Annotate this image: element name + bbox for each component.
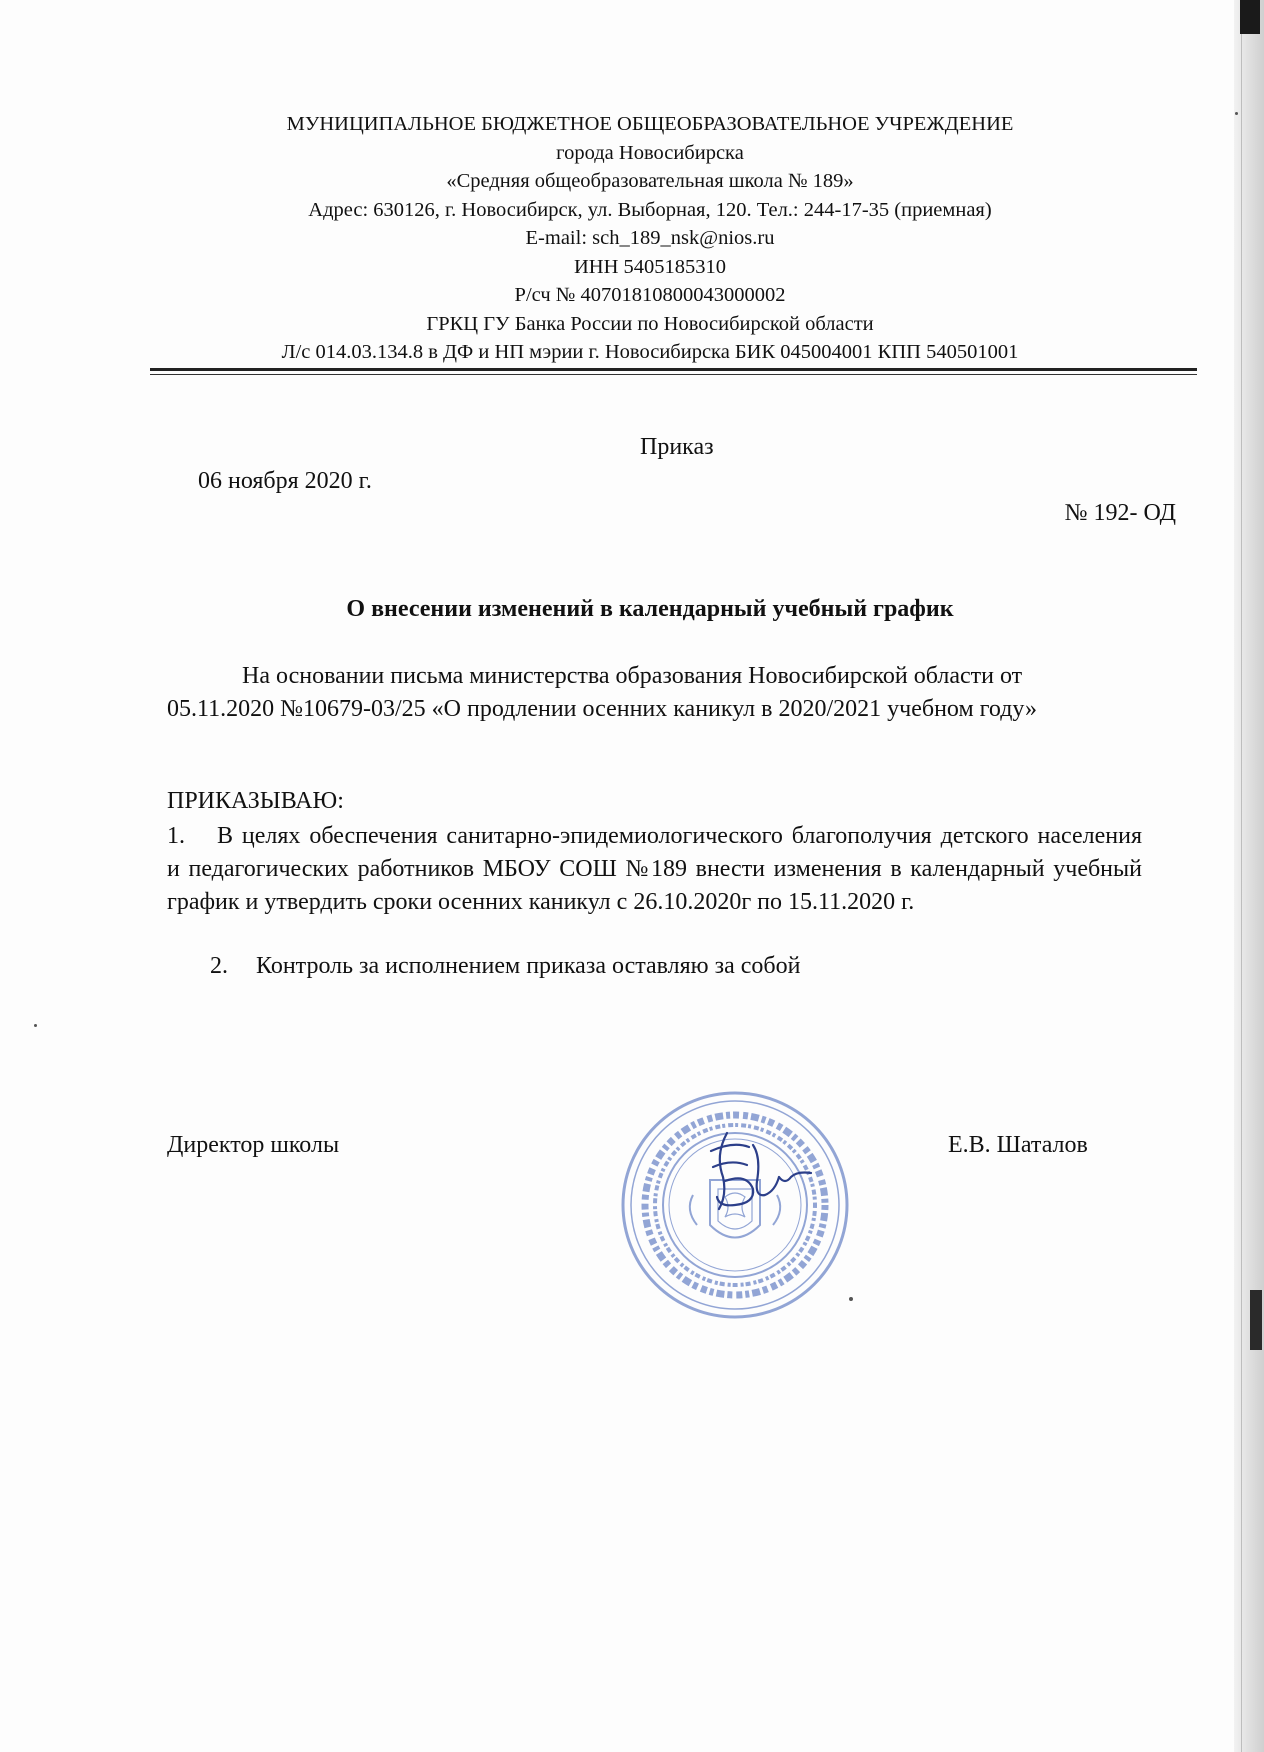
- scan-mark-bottom: [1250, 1290, 1262, 1350]
- scan-edge-line: [1241, 0, 1242, 1752]
- order-title: Приказ: [640, 434, 714, 460]
- order-item-1: [167, 820, 1142, 919]
- order-item-2-text: Контроль за исполнением приказа оставляю за собой: [256, 953, 801, 979]
- official-stamp-image: [615, 1085, 855, 1325]
- header-divider-thick: [150, 368, 1197, 371]
- scan-speck: [34, 1024, 37, 1027]
- scan-speck: [849, 1297, 853, 1301]
- signatory-position: Директор школы: [167, 1132, 340, 1158]
- signatory-name: Е.В. Шаталов: [948, 1132, 1088, 1158]
- header-divider-thin: [150, 374, 1197, 375]
- letterhead-address: Адрес: 630126, г. Новосибирск, ул. Выборная, 120. Тел.: 244-17-35 (приемная): [308, 198, 992, 221]
- order-date: 06 ноября 2020 г.: [198, 468, 372, 494]
- order-number: № 192- ОД: [1064, 500, 1176, 526]
- order-item-1-number: 1.: [167, 823, 185, 849]
- order-basis: На основании письма министерства образования Новосибирской области от 05.11.2020 №10679-03/25 «О продлении осенних каникул в 2020/2021 учебном году»: [167, 663, 1037, 722]
- order-subject: О внесении изменений в календарный учебный график: [346, 596, 954, 622]
- letterhead-bank-details: Л/с 014.03.134.8 в ДФ и НП мэрии г. Новосибирска БИК 045004001 КПП 540501001: [281, 341, 1019, 363]
- order-item-2: [210, 953, 800, 980]
- letterhead-bank: ГРКЦ ГУ Банка России по Новосибирской области: [426, 312, 874, 335]
- orders-label: ПРИКАЗЫВАЮ:: [167, 788, 344, 814]
- letterhead-inn: ИНН 5405185310: [573, 255, 727, 278]
- order-item-2-number: 2.: [210, 953, 228, 979]
- letterhead-email: E-mail: sch_189_nsk@nios.ru: [525, 227, 775, 249]
- letterhead-school-name: «Средняя общеобразовательная школа № 189»: [446, 170, 854, 192]
- scan-mark-top: [1240, 0, 1260, 34]
- order-item-1-text: В целях обеспечения санитарно-эпидемиологического благополучия детского населения и педагогических работников МБОУ СОШ №189 внести изменения в календарный учебный график и утвердить сроки осенних каникул с 26.10.2020г по 15.11.2020 г.: [167, 823, 1142, 915]
- scan-speck: [1235, 112, 1238, 115]
- letterhead-account: Р/сч № 40701810800043000002: [514, 284, 786, 306]
- letterhead-city: города Новосибирска: [556, 141, 744, 164]
- scan-edge: [1234, 0, 1264, 1752]
- letterhead: [150, 110, 1150, 367]
- letterhead-org-name: МУНИЦИПАЛЬНОЕ БЮДЖЕТНОЕ ОБЩЕОБРАЗОВАТЕЛЬНОЕ УЧРЕЖДЕНИЕ: [286, 113, 1014, 135]
